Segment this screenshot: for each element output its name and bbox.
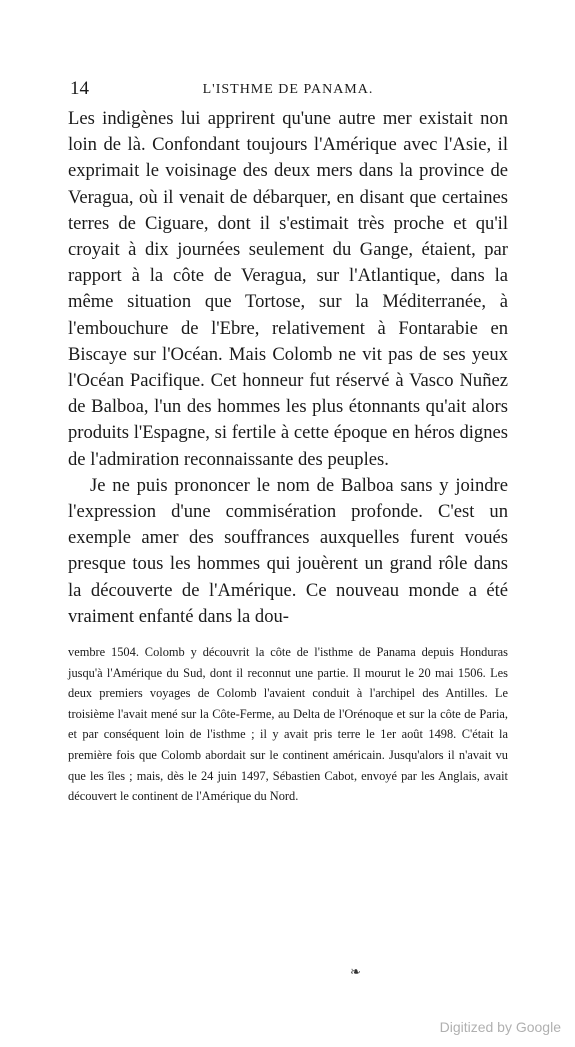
page-header [68,78,508,106]
body-text [68,106,508,630]
footnote-text: vembre 1504. Colomb y découvrit la côte de l'isthme de Panama depuis Honduras jusqu'à l'Amérique du Sud, dont il reconnut une partie. Il mourut le 20 mai 1506. Les deux premiers voyages de Colomb l'avaient conduit à l'archipel des Antilles. Le troisième l'avait mené sur la Côte-Ferme, au Delta de l'Orénoque et sur la côte de Paria, et par conséquent loin de l'isthme ; il y avait pris terre le 1er août 1498. C'était la première fois que Colomb abordait sur le continent américain. Jusqu'alors il n'avait vu que les îles ; mais, dès le 24 juin 1497, Sébastien Cabot, envoyé par les Anglais, avait découvert le continent de l'Amérique du Nord. [68,645,508,804]
running-title: L'ISTHME DE PANAMA. [202,82,374,97]
paragraph-1: Les indigènes lui apprirent qu'une autre mer existait non loin de là. Confondant toujours l'Amérique avec l'Asie, il exprimait le voisinage des deux mers dans la province de Veragua, où il venait de débarquer, en disant que certaines terres de Ciguare, dont il s'estimait très proche et qu'il croyait à dix journées seulement du Gange, étaient, par rapport à la côte de Veragua, sur l'Atlantique, dans la même situation que Tortose, sur la Méditerranée, à l'embouchure de l'Ebre, relativement à Fontarabie en Biscaye sur l'Océan. Mais Colomb ne vit pas de ses yeux l'Océan Pacifique. Cet honneur fut réservé à Vasco Nuñez de Balboa, l'un des hommes les plus étonnants qu'ait alors produits l'Espagne, si fertile à cette époque en héros dignes de l'admiration reconnaissante des peuples. [68,108,508,470]
footnote [68,642,508,807]
book-page [68,78,508,807]
watermark: Digitized by Google [439,1019,561,1035]
page-number: 14 [70,78,89,99]
paragraph-2: Je ne puis prononcer le nom de Balboa sans y joindre l'expression d'une commisération profonde. C'est un exemple amer des souffrances auxquelles furent voués presque tous les hommes qui jouèrent un grand rôle dans la découverte de l'Amérique. Ce nouveau monde a été vraiment enfanté dans la dou- [68,474,508,627]
printer-ornament-icon: ❧ [350,964,361,979]
